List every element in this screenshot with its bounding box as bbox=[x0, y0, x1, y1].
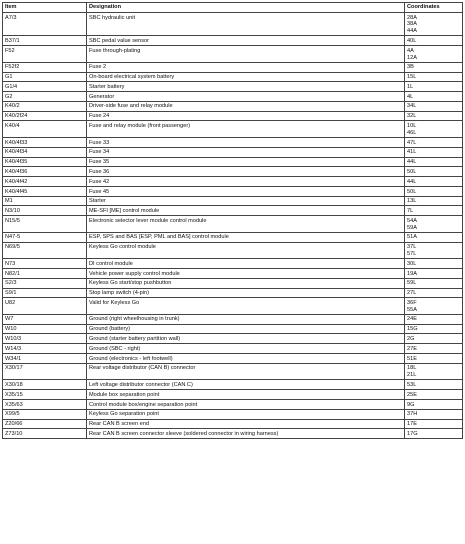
cell-designation: Rear CAN B screen connector sleeve (soldered connector in wiring harness) bbox=[87, 429, 405, 439]
table-row bbox=[3, 72, 463, 82]
cell-coordinates bbox=[405, 429, 463, 439]
coordinate-value: 2G bbox=[407, 336, 415, 343]
cell-item: K40/4f34 bbox=[3, 147, 87, 157]
cell-designation: SBC pedal value sensor bbox=[87, 36, 405, 46]
coordinate-value: 15G bbox=[407, 326, 418, 333]
cell-item: W14/3 bbox=[3, 344, 87, 354]
cell-item: K40/4f42 bbox=[3, 177, 87, 187]
table-row bbox=[3, 298, 463, 315]
cell-designation: Fuse 34 bbox=[87, 147, 405, 157]
table-row bbox=[3, 324, 463, 334]
cell-designation: Fuse 2 bbox=[87, 62, 405, 72]
cell-item: K40/4 bbox=[3, 121, 87, 138]
cell-coordinates bbox=[405, 186, 463, 196]
cell-coordinates bbox=[405, 121, 463, 138]
coordinate-value: 44L bbox=[407, 159, 417, 166]
component-table bbox=[2, 2, 463, 439]
cell-item: W7 bbox=[3, 314, 87, 324]
coordinate-value: 19A bbox=[407, 270, 417, 277]
cell-item: N82/1 bbox=[3, 268, 87, 278]
table-row bbox=[3, 138, 463, 148]
table-row bbox=[3, 259, 463, 269]
coordinate-value: 51E bbox=[407, 355, 417, 362]
cell-coordinates bbox=[405, 138, 463, 148]
coordinate-value: 40L bbox=[407, 37, 417, 44]
header-designation: Designation bbox=[87, 3, 405, 13]
cell-item: N3/10 bbox=[3, 206, 87, 216]
coordinate-value: 44L bbox=[407, 178, 417, 185]
table-row bbox=[3, 92, 463, 102]
cell-item: X35/15 bbox=[3, 390, 87, 400]
table-row bbox=[3, 177, 463, 187]
coordinate-value: 1L bbox=[407, 83, 414, 90]
cell-designation: Fuse through-plating bbox=[87, 46, 405, 63]
table-row bbox=[3, 186, 463, 196]
coordinate-value: 10L bbox=[407, 123, 417, 130]
table-row bbox=[3, 216, 463, 233]
header-item: Item bbox=[3, 3, 87, 13]
cell-coordinates bbox=[405, 288, 463, 298]
cell-item: X35/63 bbox=[3, 399, 87, 409]
cell-designation: Starter bbox=[87, 196, 405, 206]
cell-designation: Fuse 33 bbox=[87, 138, 405, 148]
cell-coordinates bbox=[405, 409, 463, 419]
cell-designation: Driver-side fuse and relay module bbox=[87, 101, 405, 111]
cell-designation: Fuse 45 bbox=[87, 186, 405, 196]
coordinate-value: 24E bbox=[407, 316, 417, 323]
cell-coordinates bbox=[405, 111, 463, 121]
coordinate-value: 30L bbox=[407, 260, 417, 267]
cell-designation: Fuse 36 bbox=[87, 167, 405, 177]
cell-coordinates bbox=[405, 242, 463, 259]
coordinate-value: 34L bbox=[407, 103, 417, 110]
cell-coordinates bbox=[405, 36, 463, 46]
coordinate-value: 53L bbox=[407, 381, 417, 388]
table-row bbox=[3, 268, 463, 278]
cell-coordinates bbox=[405, 363, 463, 380]
coordinate-value: 27E bbox=[407, 345, 417, 352]
cell-coordinates bbox=[405, 62, 463, 72]
table-row bbox=[3, 242, 463, 259]
coordinate-value: 59A bbox=[407, 224, 417, 231]
cell-coordinates bbox=[405, 92, 463, 102]
coordinate-value: 36F bbox=[407, 299, 417, 306]
table-row bbox=[3, 13, 463, 36]
table-row bbox=[3, 429, 463, 439]
cell-designation: SBC hydraulic unit bbox=[87, 13, 405, 36]
table-row bbox=[3, 111, 463, 121]
cell-designation: Module box separation point bbox=[87, 390, 405, 400]
table-row bbox=[3, 167, 463, 177]
table-row bbox=[3, 82, 463, 92]
cell-designation: Valid for Keyless Go bbox=[87, 298, 405, 315]
coordinate-value: 38A bbox=[407, 21, 417, 28]
coordinate-value: 13L bbox=[407, 198, 417, 205]
cell-designation: Vehicle power supply control module bbox=[87, 268, 405, 278]
coordinate-value: 32L bbox=[407, 113, 417, 120]
cell-coordinates bbox=[405, 157, 463, 167]
cell-designation: ME-SFI [ME] control module bbox=[87, 206, 405, 216]
coordinate-value: 41L bbox=[407, 149, 417, 156]
cell-item: N69/5 bbox=[3, 242, 87, 259]
cell-item: A7/3 bbox=[3, 13, 87, 36]
coordinate-value: 27L bbox=[407, 290, 417, 297]
cell-item: X99/5 bbox=[3, 409, 87, 419]
cell-item: Z20/66 bbox=[3, 419, 87, 429]
coordinate-value: 51A bbox=[407, 234, 417, 241]
cell-coordinates bbox=[405, 167, 463, 177]
cell-item: K40/2f24 bbox=[3, 111, 87, 121]
table-row bbox=[3, 334, 463, 344]
table-body bbox=[3, 13, 463, 439]
cell-coordinates bbox=[405, 278, 463, 288]
cell-designation: Fuse 35 bbox=[87, 157, 405, 167]
table-row bbox=[3, 314, 463, 324]
cell-item: G1 bbox=[3, 72, 87, 82]
cell-coordinates bbox=[405, 380, 463, 390]
cell-item: S2/3 bbox=[3, 278, 87, 288]
cell-coordinates bbox=[405, 354, 463, 364]
cell-designation: On-board electrical system battery bbox=[87, 72, 405, 82]
table-row bbox=[3, 288, 463, 298]
cell-designation: Rear voltage distributor (CAN B) connector bbox=[87, 363, 405, 380]
cell-coordinates bbox=[405, 399, 463, 409]
cell-designation: Rear CAN B screen end bbox=[87, 419, 405, 429]
cell-item: G1/4 bbox=[3, 82, 87, 92]
cell-coordinates bbox=[405, 334, 463, 344]
cell-coordinates bbox=[405, 216, 463, 233]
cell-designation: Keyless Go separation point bbox=[87, 409, 405, 419]
cell-designation: Fuse and relay module (front passenger) bbox=[87, 121, 405, 138]
cell-coordinates bbox=[405, 419, 463, 429]
table-row bbox=[3, 344, 463, 354]
component-index-document bbox=[2, 2, 462, 439]
cell-coordinates bbox=[405, 259, 463, 269]
coordinate-value: 50L bbox=[407, 188, 417, 195]
cell-coordinates bbox=[405, 72, 463, 82]
coordinate-value: 28A bbox=[407, 14, 417, 21]
cell-coordinates bbox=[405, 46, 463, 63]
cell-designation: Left voltage distributor connector (CAN C) bbox=[87, 380, 405, 390]
table-row bbox=[3, 157, 463, 167]
cell-designation: Ground (battery) bbox=[87, 324, 405, 334]
cell-coordinates bbox=[405, 82, 463, 92]
cell-item: M1 bbox=[3, 196, 87, 206]
coordinate-value: 21L bbox=[407, 372, 417, 379]
cell-designation: Ground (SBC - right) bbox=[87, 344, 405, 354]
cell-coordinates bbox=[405, 314, 463, 324]
coordinate-value: 54A bbox=[407, 217, 417, 224]
cell-item: K40/2 bbox=[3, 101, 87, 111]
table-row bbox=[3, 363, 463, 380]
cell-coordinates bbox=[405, 390, 463, 400]
cell-item: K40/4f36 bbox=[3, 167, 87, 177]
table-row bbox=[3, 196, 463, 206]
cell-item: Z73/10 bbox=[3, 429, 87, 439]
cell-item: F52f2 bbox=[3, 62, 87, 72]
coordinate-value: 50L bbox=[407, 168, 417, 175]
coordinate-value: 7L bbox=[407, 208, 414, 215]
cell-item: X30/18 bbox=[3, 380, 87, 390]
cell-item: N47-5 bbox=[3, 232, 87, 242]
table-row bbox=[3, 36, 463, 46]
coordinate-value: 46L bbox=[407, 129, 417, 136]
cell-coordinates bbox=[405, 177, 463, 187]
cell-coordinates bbox=[405, 298, 463, 315]
table-row bbox=[3, 101, 463, 111]
cell-item: K40/4f35 bbox=[3, 157, 87, 167]
cell-designation: Ground (right wheelhousing in trunk) bbox=[87, 314, 405, 324]
coordinate-value: 25E bbox=[407, 391, 417, 398]
cell-item: X30/17 bbox=[3, 363, 87, 380]
cell-item: U82 bbox=[3, 298, 87, 315]
coordinate-value: 37H bbox=[407, 411, 418, 418]
table-row bbox=[3, 390, 463, 400]
cell-coordinates bbox=[405, 101, 463, 111]
cell-coordinates bbox=[405, 232, 463, 242]
coordinate-value: 4A bbox=[407, 47, 414, 54]
cell-coordinates bbox=[405, 344, 463, 354]
table-row bbox=[3, 409, 463, 419]
cell-designation: Ground (electronics - left footwell) bbox=[87, 354, 405, 364]
table-row bbox=[3, 399, 463, 409]
coordinate-value: 37L bbox=[407, 244, 417, 251]
table-row bbox=[3, 147, 463, 157]
cell-designation: Fuse 42 bbox=[87, 177, 405, 187]
table-row bbox=[3, 121, 463, 138]
cell-designation: Generator bbox=[87, 92, 405, 102]
header-coordinates: Coordinates bbox=[405, 3, 463, 13]
table-row bbox=[3, 380, 463, 390]
coordinate-value: 12A bbox=[407, 54, 417, 61]
cell-item: K40/4f45 bbox=[3, 186, 87, 196]
cell-designation: ESP, SPS and BAS [ESP, PML and BAS] control module bbox=[87, 232, 405, 242]
cell-coordinates bbox=[405, 324, 463, 334]
cell-coordinates bbox=[405, 13, 463, 36]
coordinate-value: 59L bbox=[407, 280, 417, 287]
cell-coordinates bbox=[405, 147, 463, 157]
cell-item: G2 bbox=[3, 92, 87, 102]
cell-designation: Ground (starter battery partition wall) bbox=[87, 334, 405, 344]
coordinate-value: 3B bbox=[407, 64, 414, 71]
cell-designation: DI control module bbox=[87, 259, 405, 269]
coordinate-value: 15L bbox=[407, 74, 417, 81]
table-row bbox=[3, 62, 463, 72]
table-row bbox=[3, 278, 463, 288]
cell-item: N15/5 bbox=[3, 216, 87, 233]
cell-item: W10 bbox=[3, 324, 87, 334]
coordinate-value: 4L bbox=[407, 93, 414, 100]
table-row bbox=[3, 206, 463, 216]
coordinate-value: 17E bbox=[407, 421, 417, 428]
coordinate-value: 18L bbox=[407, 365, 417, 372]
coordinate-value: 55A bbox=[407, 306, 417, 313]
cell-item: S9/1 bbox=[3, 288, 87, 298]
cell-designation: Stop lamp switch (4-pin) bbox=[87, 288, 405, 298]
cell-item: B37/1 bbox=[3, 36, 87, 46]
cell-designation: Keyless Go start/stop pushbutton bbox=[87, 278, 405, 288]
cell-designation: Starter battery bbox=[87, 82, 405, 92]
coordinate-value: 47L bbox=[407, 139, 417, 146]
cell-item: W10/3 bbox=[3, 334, 87, 344]
coordinate-value: 57L bbox=[407, 251, 417, 257]
cell-designation: Electronic selector lever module control module bbox=[87, 216, 405, 233]
cell-coordinates bbox=[405, 196, 463, 206]
coordinate-value: 9G bbox=[407, 401, 415, 408]
table-row bbox=[3, 419, 463, 429]
cell-designation: Fuse 24 bbox=[87, 111, 405, 121]
cell-item: N73 bbox=[3, 259, 87, 269]
table-row bbox=[3, 354, 463, 364]
coordinate-value: 44A bbox=[407, 28, 417, 35]
cell-coordinates bbox=[405, 268, 463, 278]
cell-designation: Control module box/engine separation point bbox=[87, 399, 405, 409]
cell-designation: Keyless Go control module bbox=[87, 242, 405, 259]
table-row bbox=[3, 46, 463, 63]
coordinate-value: 17G bbox=[407, 430, 418, 437]
cell-item: W34/1 bbox=[3, 354, 87, 364]
cell-item: K40/4f33 bbox=[3, 138, 87, 148]
table-row bbox=[3, 232, 463, 242]
cell-coordinates bbox=[405, 206, 463, 216]
table-header-row bbox=[3, 3, 463, 13]
cell-item: F52 bbox=[3, 46, 87, 63]
